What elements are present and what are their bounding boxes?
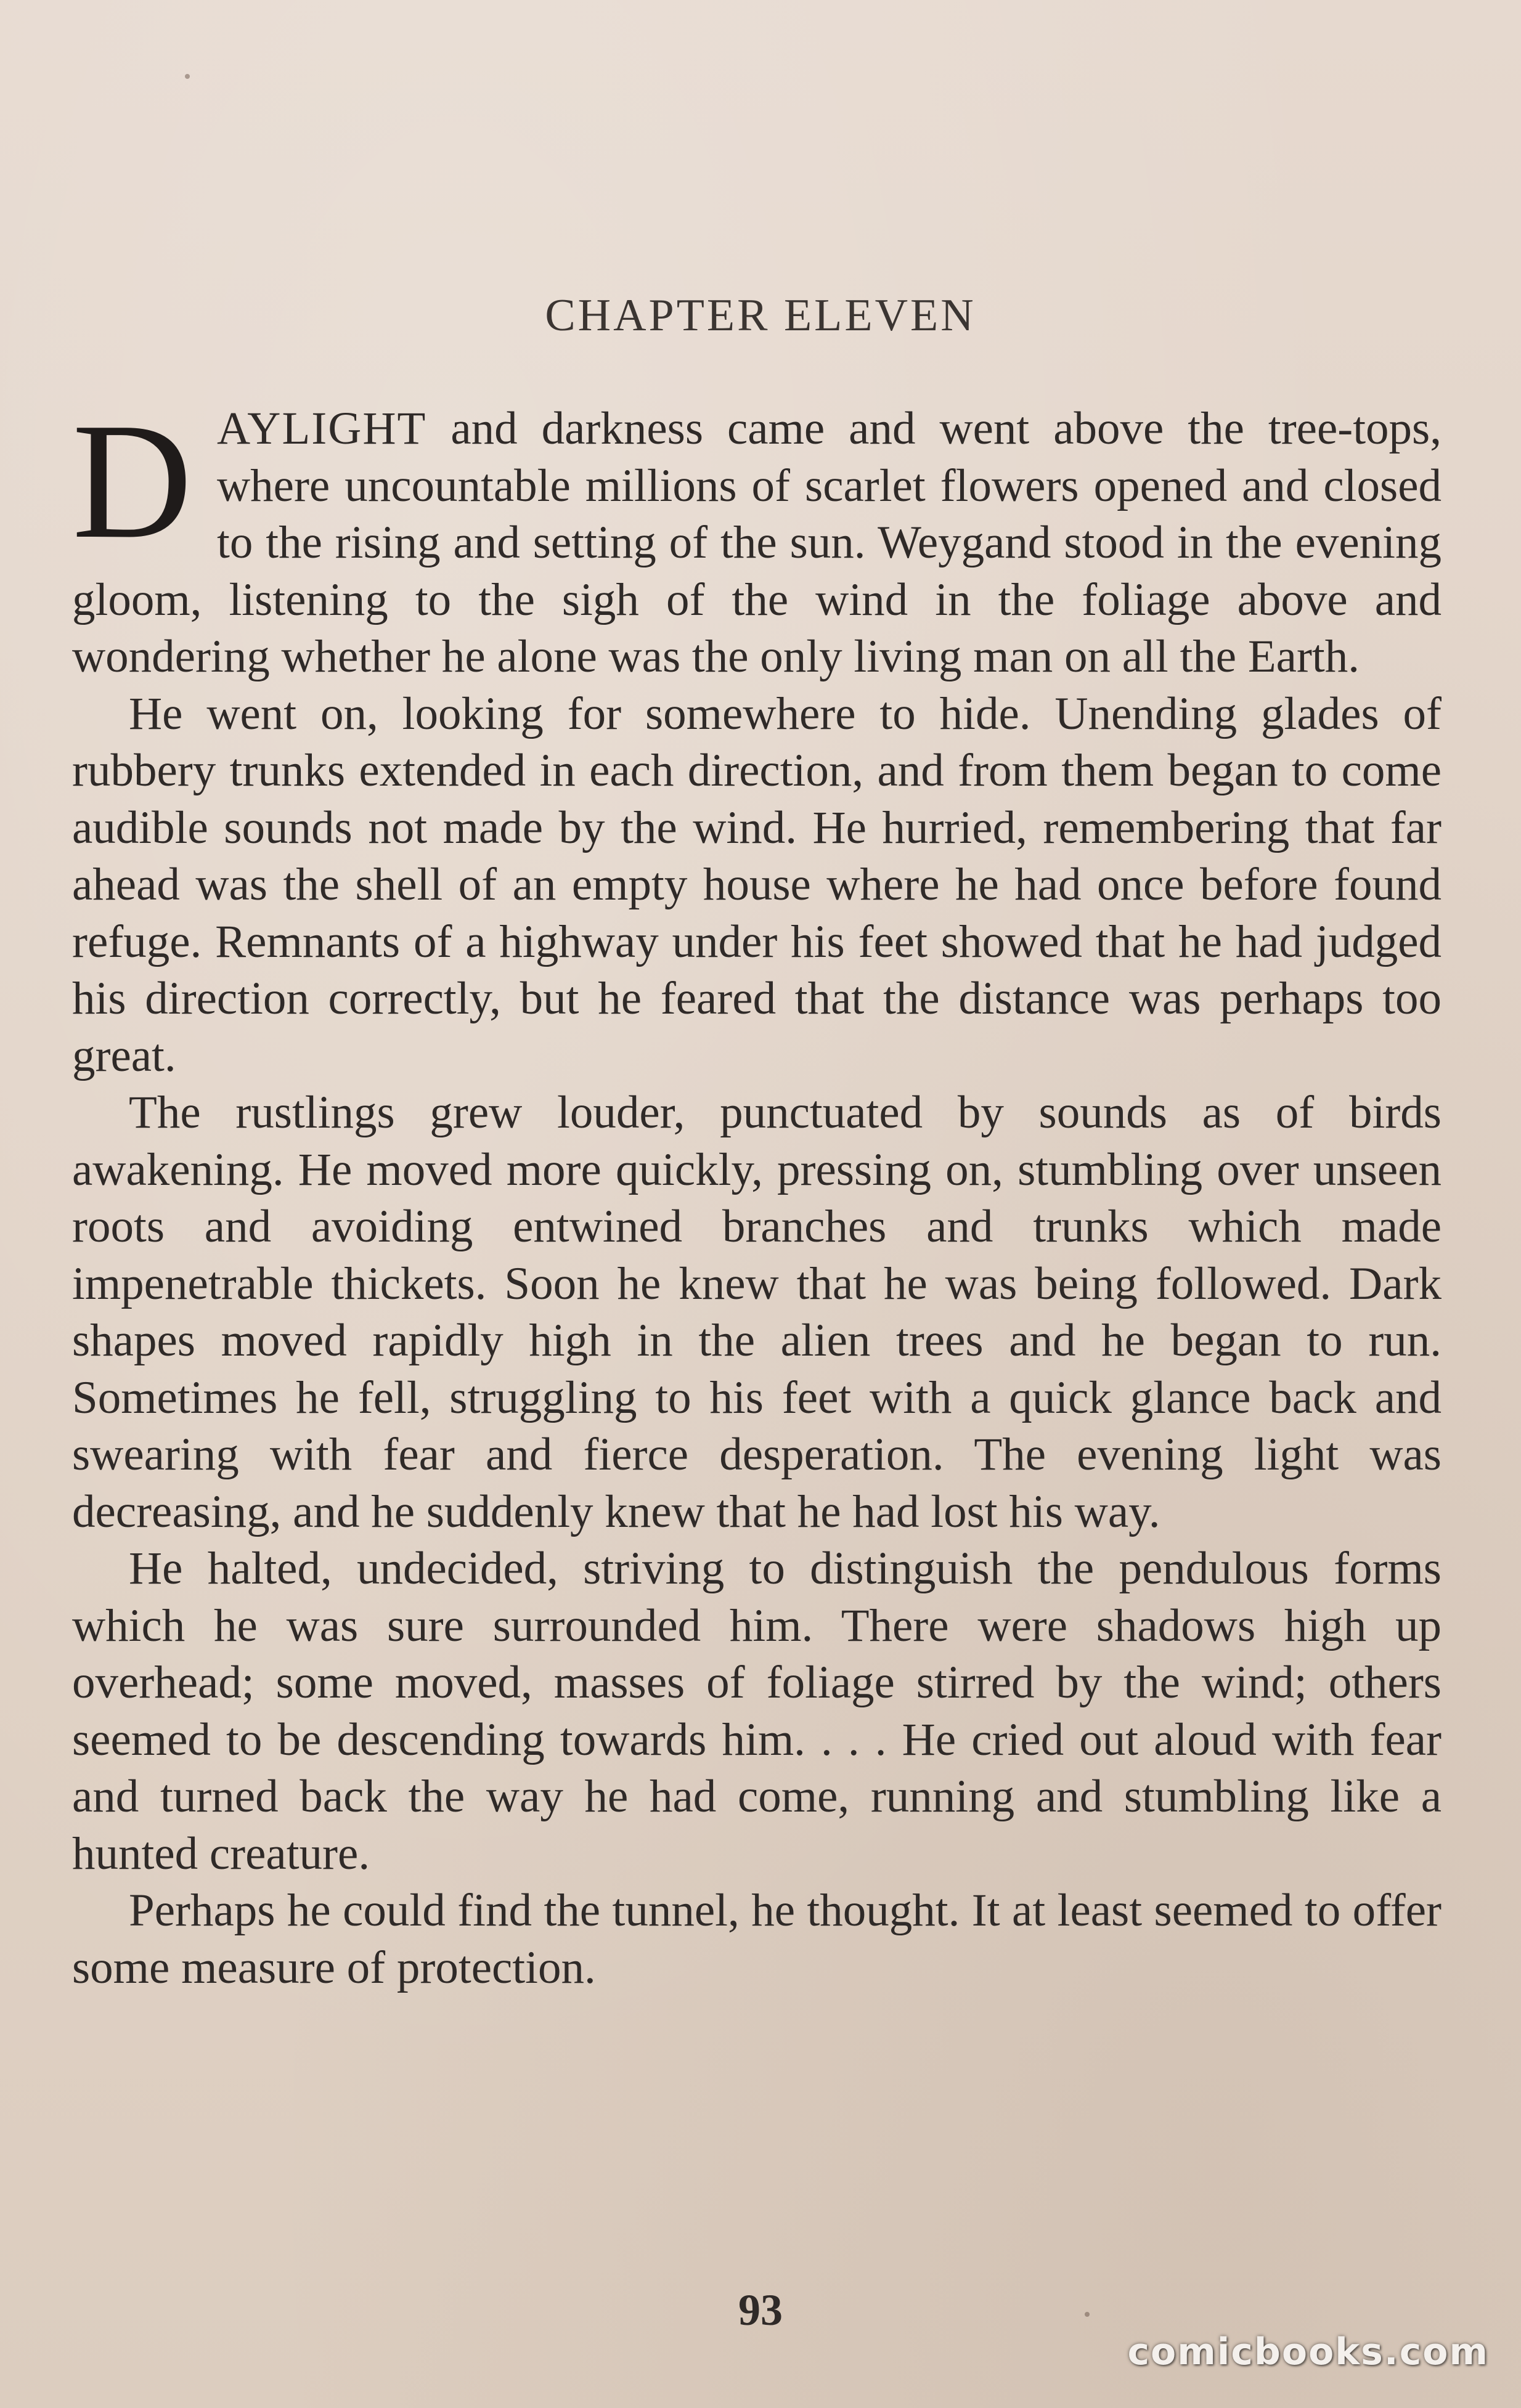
watermark: comicbooks.com xyxy=(1127,2330,1489,2373)
opening-word: AYLIGHT xyxy=(217,403,427,454)
paragraph-3: The rustlings grew louder, punctuated by sounds as of birds awakening. He moved more quickly, pressing on, stumbling over unseen roots and avoiding entwined branches and trunks which made impenetrable thickets. Soon he knew that he was being followed. Dark shapes moved rapidly high in the alien trees and he began to run. Sometimes he fell, struggling to his feet with a quick glance back and swearing with fear and fierce desperation. The evening light was decreasing, and he suddenly knew that he had lost his way. xyxy=(72,1087,1441,1537)
page-number: 93 xyxy=(738,2285,783,2335)
chapter-title: CHAPTER ELEVEN xyxy=(545,290,976,341)
paragraph-1 xyxy=(72,389,1441,686)
paragraph-1-text: and darkness came and went above the tree-tops, where uncountable millions of scarlet flowers opened and closed to the rising and setting of the sun. Weygand stood in the evening gloom, listening to the sigh of the wind in the foliage above and wondering whether he alone was the only living man on all the Earth. xyxy=(72,403,1441,682)
paper-speck xyxy=(185,74,190,79)
body-text xyxy=(72,389,1441,1996)
paragraph-4: He halted, undecided, striving to distinguish the pendulous forms which he was sure surrounded him. There were shadows high up overhead; some moved, masses of foliage stirred by the wind; others seemed to be descending towards him. . . . He cried out aloud with fear and turned back the way he had come, running and stumbling like a hunted creature. xyxy=(72,1543,1441,1879)
paragraph-5: Perhaps he could find the tunnel, he thought. It at least seemed to offer some measure of protection. xyxy=(72,1885,1441,1993)
paragraph-2: He went on, looking for somewhere to hide. Unending glades of rubbery trunks extended in each direction, and from them began to come audible sounds not made by the wind. He hurried, remembering that far ahead was the shell of an empty house where he had once before found refuge. Remnants of a highway under his feet showed that he had judged his direction correctly, but he feared that the distance was perhaps too great. xyxy=(72,688,1441,1081)
drop-cap: D xyxy=(72,389,192,573)
